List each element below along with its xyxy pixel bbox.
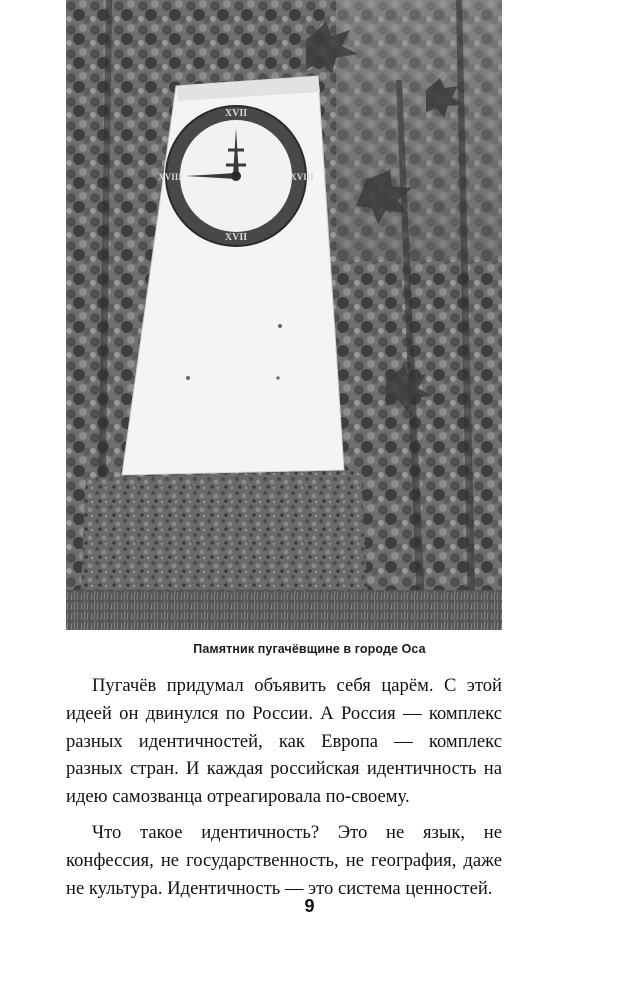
clock-numeral-bottom: XVII <box>224 232 248 243</box>
page-number: 9 <box>304 896 315 916</box>
paragraph: Пугачёв придумал объявить себя царём. С этой идеей он двинулся по России. А Россия — комплекс разных идентичностей, как Европа — комплекс разных стран. И каждая российская идентичность на идею самозванца отреагировала по-своему. <box>66 675 502 808</box>
body-text <box>66 672 502 902</box>
clock-numeral-left: XVIII <box>158 172 182 182</box>
monument-photo <box>66 0 502 630</box>
stone-plinth <box>80 470 368 606</box>
clock-numeral-top: XVII <box>224 108 248 119</box>
paragraph: Что такое идентичность? Это не язык, не конфессия, не государственность, не география, даже не культура. Идентичность — это система ценностей. <box>66 821 502 899</box>
clock-numeral-right: XVIII <box>290 172 314 182</box>
figure-caption: Памятник пугачёвщине в городе Оса <box>193 642 426 656</box>
grass-foreground <box>66 590 502 630</box>
